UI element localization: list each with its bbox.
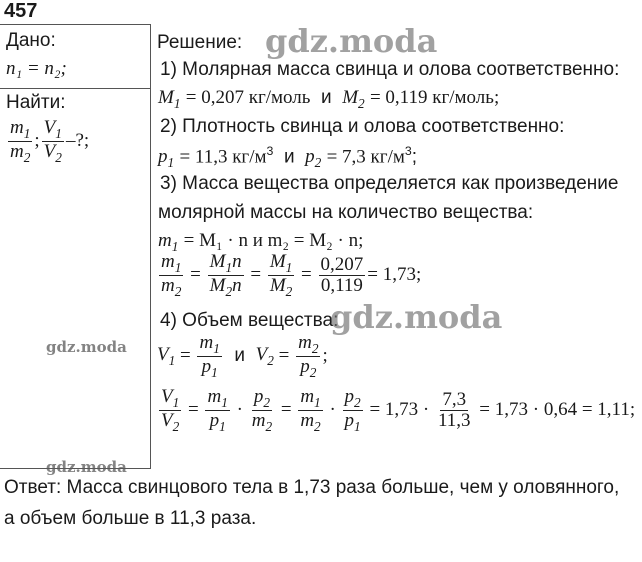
step2-formula: $p_1 = 11,3$ $кг/м^3$ и $p_2 = 7,3$ $кг/м^3$; [158,144,418,171]
answer-line1: Ответ: Масса свинцового тела в 1,73 раза больше, чем у оловянного, [4,477,620,498]
fraction-m1-m2: $\frac{m_1}{m_2}$ [10,117,31,165]
volume-formula: $V_1$ = $\frac{m_1}{p_1}$ и $V_2$ = $\frac{m_2}{p_2}$ ; [157,332,328,380]
fraction-v1-v2: $\frac{V_1}{V_2}$ [43,117,62,165]
find-formula: $\frac{m_1}{m_2}$ ; $\frac{V_1}{V_2}$ –?; [10,117,90,165]
find-tail: –?; [65,130,90,152]
watermark-side: gdz.moda [46,338,127,356]
given-underline [0,24,150,25]
given-title: Дано: [6,30,56,51]
answer-line2: а объем больше в 11,3 раза. [4,508,257,529]
solution-step2: 2) Плотность свинца и олова соответственно: [160,116,565,137]
solution-step3-line2: молярной массы на количество вещества: [158,202,534,223]
ratio-formula: $\frac{m_1}{m_2}$ = $\frac{M_1n}{M_2n}$ = $\frac{M_1}{M_2}$ = $\frac{0,207}{0,119}$ = 1,73; [161,251,422,299]
volume-ratio-formula: $\frac{V_1}{V_2}$ = $\frac{m_1}{p_1}$ · $\frac{p_2}{m_2}$ = $\frac{m_1}{m_2}$ · $\frac{p_2}{p_1}$ = 1,73 · $\frac{7,3}{11,3}$ = 1,73 · 0,64 = 1,11; [161,386,636,434]
vertical-divider [150,24,151,469]
watermark-top: gdz.moda [265,22,438,60]
find-title: Найти: [6,92,66,113]
solution-step1: 1) Молярная масса свинца и олова соответственно: [160,59,620,80]
given-formula: n₁ = n₂; [6,58,67,79]
solution-title: Решение: [157,32,243,53]
mass-formula: $m_1 = M_1 \cdot n$ и m₂ = M₂ · n; [158,230,364,254]
solution-step3-line1: 3) Масса вещества определяется как произведение [160,173,619,194]
watermark-middle: gdz.moda [330,298,503,336]
watermark-bottom: gdz.moda [46,458,127,476]
step1-formula: $M_1 = 0,207$ кг/моль и $M_2 = 0,119$ кг/моль; [158,87,500,111]
solution-step4: 4) Объем вещества: [160,310,339,331]
given-divider [0,88,150,89]
problem-number: 457 [4,0,38,22]
